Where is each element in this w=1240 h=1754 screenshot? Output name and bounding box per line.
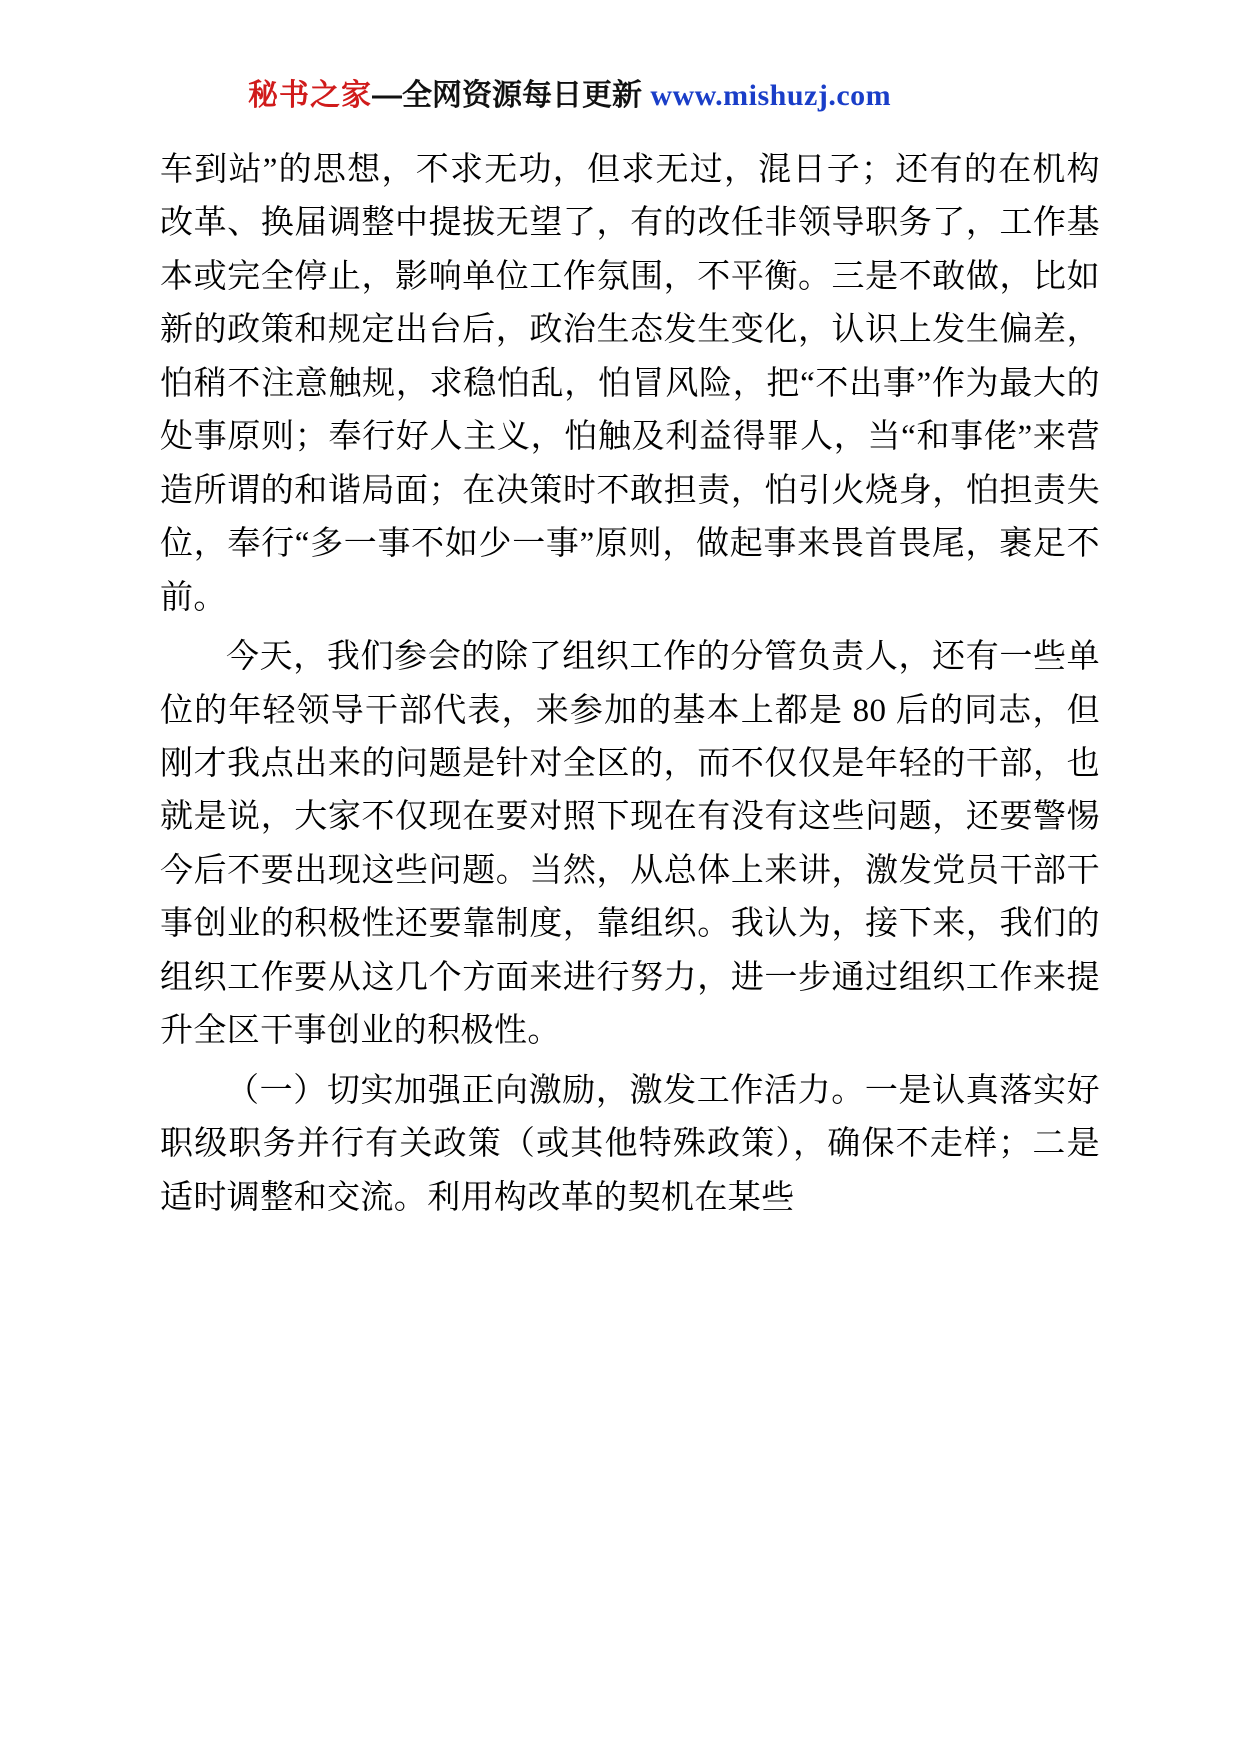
site-watermark-header xyxy=(248,78,1100,114)
document-body xyxy=(160,144,1100,1225)
site-url[interactable]: www.mishuzj.com xyxy=(650,79,892,112)
paragraph-3: （一）切实加强正向激励，激发工作活力。一是认真落实好职级职务并行有关政策（或其他特殊政策），确保不走样；二是适时调整和交流。利用构改革的契机在某些 xyxy=(160,1072,1100,1216)
site-tagline: —全网资源每日更新 xyxy=(372,79,642,112)
paragraph-1: 车到站”的思想，不求无功，但求无过，混日子；还有的在机构改革、换届调整中提拔无望了，有的改任非领导职务了，工作基本或完全停止，影响单位工作氛围，不平衡。三是不敢做，比如新的政策和规定出台后，政治生态发生变化，认识上发生偏差，怕稍不注意触规，求稳怕乱，怕冒风险，把“不出事”作为最大的处事原则；奉行好人主义，怕触及利益得罪人，当“和事佬”来营造所谓的和谐局面；在决策时不敢担责，怕引火烧身，怕担责失位，奉行“多一事不如少一事”原则，做起事来畏首畏尾，裹足不前。 xyxy=(160,152,1100,616)
paragraph-2: 今天，我们参会的除了组织工作的分管负责人，还有一些单位的年轻领导干部代表，来参加的基本上都是 80 后的同志，但刚才我点出来的问题是针对全区的，而不仅仅是年轻的干部，也就是说，大家不仅现在要对照下现在有没有这些问题，还要警惕今后不要出现这些问题。当然，从总体上来讲，激发党员干部干事创业的积极性还要靠制度，靠组织。我认为，接下来，我们的组织工作要从这几个方面来进行努力，进一步通过组织工作来提升全区干事创业的积极性。 xyxy=(160,639,1100,1050)
site-brand-name: 秘书之家 xyxy=(248,79,372,112)
